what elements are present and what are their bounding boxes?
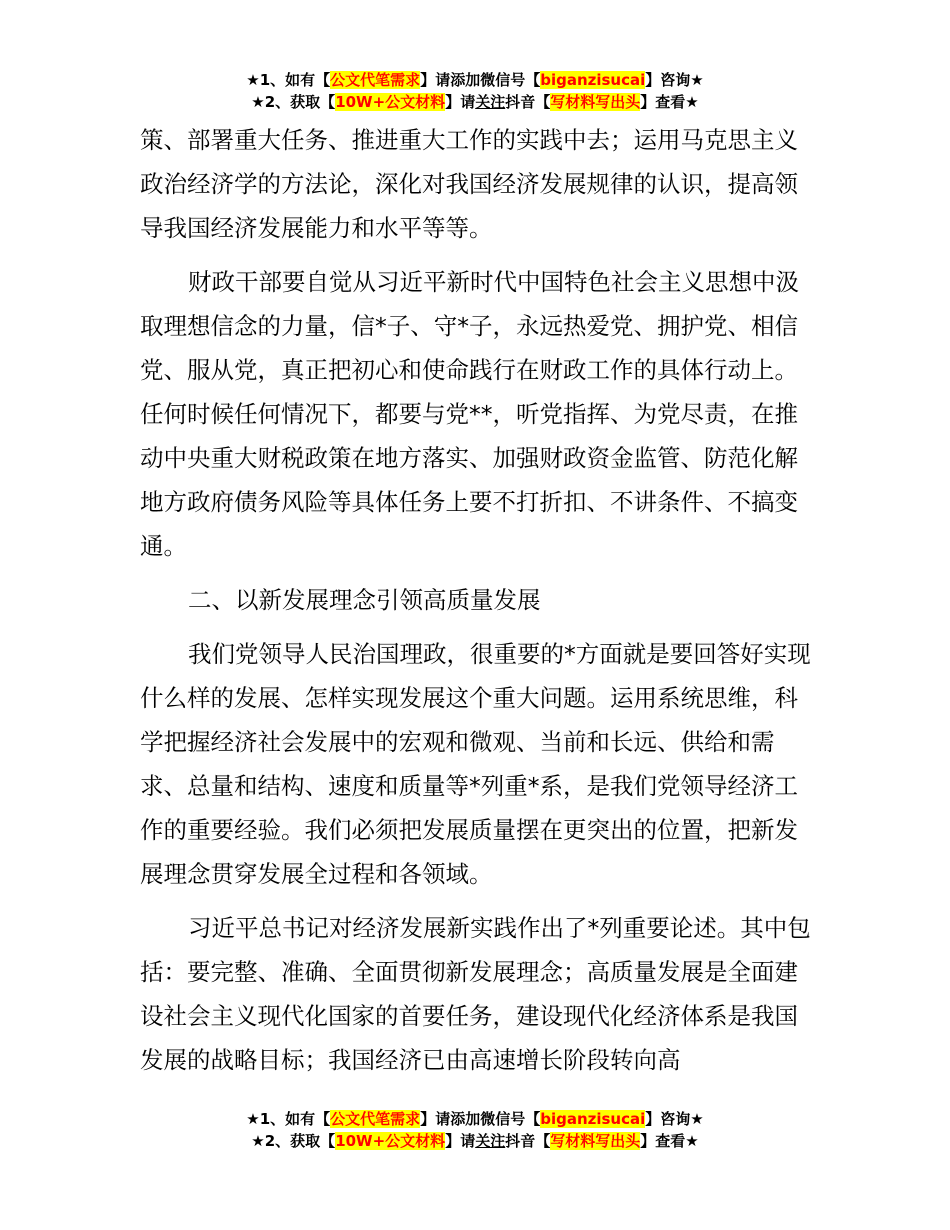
document-body	[140, 118, 820, 1082]
header-banner	[0, 69, 950, 113]
banner-text: 】咨询★	[645, 71, 704, 89]
paragraph: 我们党领导人民治国理政，很重要的*方面就是要回答好实现什么样的发展、怎样实现发展这个重大问题。运用系统思维，科学把握经济社会发展中的宏观和微观、当前和长远、供给和需求、总量和结构、速度和质量等*列重*系，是我们党领导经济工作的重要经验。我们必须把发展质量摆在更突出的位置，把新发展理念贯穿发展全过程和各领域。	[140, 640, 811, 888]
banner-text: ★2、获取【	[251, 1132, 336, 1150]
banner-highlight: 写材料写出头	[550, 1132, 641, 1150]
banner-highlight: biganzisucai	[540, 1110, 646, 1128]
banner-text: 抖音【	[505, 93, 551, 111]
banner-text: 】查看★	[640, 1132, 699, 1150]
banner-underlined-text: 关注	[475, 93, 506, 111]
paragraph: 策、部署重大任务、推进重大工作的实践中去；运用马克思主义政治经济学的方法论，深化对我国经济发展规律的认识，提高领导我国经济发展能力和水平等等。	[140, 126, 798, 242]
footer-banner	[0, 1108, 950, 1152]
banner-highlight: 10W+公文材料	[335, 93, 446, 111]
banner-text: ★2、获取【	[251, 93, 336, 111]
banner-text: 】请添加微信号【	[420, 71, 541, 89]
banner-text: 】请添加微信号【	[420, 1110, 541, 1128]
footer-banner-line-1	[0, 1108, 950, 1130]
paragraph: 习近平总书记对经济发展新实践作出了*列重要论述。其中包括：要完整、准确、全面贯彻新发展理念；高质量发展是全面建设社会主义现代化国家的首要任务，建设现代化经济体系是我国发展的战略目标；我国经济已由高速增长阶段转向高	[140, 914, 811, 1074]
banner-text: ★1、如有【	[246, 71, 331, 89]
footer-banner-line-2	[0, 1130, 950, 1152]
paragraph: 财政干部要自觉从习近平新时代中国特色社会主义思想中汲取理想信念的力量，信*子、守*子，永远热爱党、拥护党、相信党、服从党，真正把初心和使命践行在财政工作的具体行动上。任何时候任何情况下，都要与党**，听党指挥、为党尽责，在推动中央重大财税政策在地方落实、加强财政资金监管、防范化解地方政府债务风险等具体任务上要不打折扣、不讲条件、不搞变通。	[140, 268, 799, 560]
banner-text: 】请	[445, 93, 476, 111]
banner-highlight: 公文代笔需求	[330, 71, 421, 89]
banner-highlight: 写材料写出头	[550, 93, 641, 111]
banner-highlight: biganzisucai	[540, 71, 646, 89]
banner-underlined-text: 关注	[475, 1132, 506, 1150]
header-banner-line-1	[0, 69, 950, 91]
banner-text: ★1、如有【	[246, 1110, 331, 1128]
banner-text: 抖音【	[505, 1132, 551, 1150]
banner-text: 】咨询★	[645, 1110, 704, 1128]
banner-highlight: 公文代笔需求	[330, 1110, 421, 1128]
banner-text: 】查看★	[640, 93, 699, 111]
section-heading: 二、以新发展理念引领高质量发展	[188, 586, 541, 614]
header-banner-line-2	[0, 91, 950, 113]
banner-highlight: 10W+公文材料	[335, 1132, 446, 1150]
banner-text: 】请	[445, 1132, 476, 1150]
